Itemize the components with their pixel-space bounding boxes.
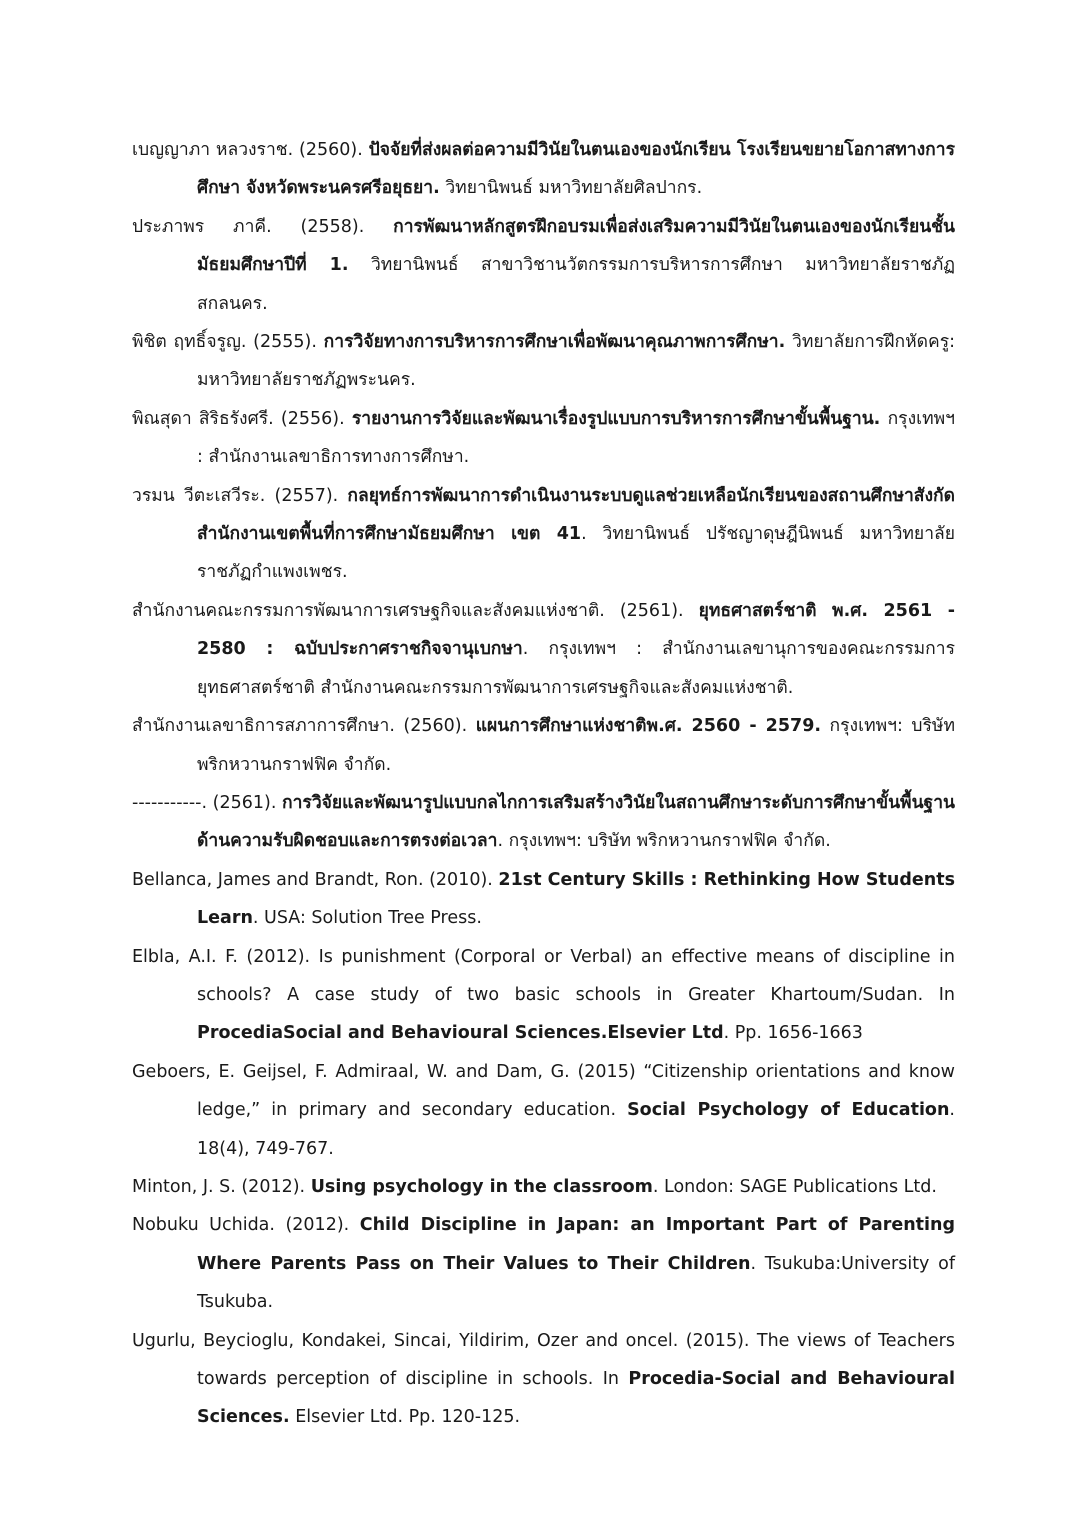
- reference-author: Minton, J. S. (2012).: [132, 1176, 311, 1197]
- reference-publication: . Pp. 1656-1663: [723, 1023, 863, 1044]
- reference-title: รายงานการวิจัยและพัฒนาเรื่องรูปแบบการบริหารการศึกษาขั้นพื้นฐาน.: [351, 408, 881, 429]
- reference-publication: . Tsukuba:University of Tsukuba.: [197, 1253, 955, 1313]
- reference-title: 21st Century Skills : Rethinking How Students Learn: [197, 869, 955, 929]
- reference-publication: วิทยานิพนธ์ สาขาวิชานวัตกรรมการบริหารการศึกษา มหาวิทยาลัยราชภัฏสกลนคร.: [197, 255, 956, 314]
- reference-publication: Elsevier Ltd. Pp. 120-125.: [289, 1407, 521, 1428]
- reference-entry: [132, 784, 955, 861]
- reference-publication: . กรุงเทพฯ : สำนักงานเลขานุการของคณะกรรมการยุทธศาสตร์ชาติ สำนักงานคณะกรรมการพัฒนาการเศรษฐกิจและสังคมแห่งชาติ.: [197, 639, 955, 698]
- reference-list: [132, 131, 955, 1437]
- reference-author: พิชิต ฤทธิ์จรูญ. (2555).: [132, 332, 324, 353]
- reference-publication: . กรุงเทพฯ: บริษัท พริกหวานกราฟฟิค จำกัด.: [497, 831, 831, 852]
- reference-publication: กรุงเทพฯ : สำนักงานเลขาธิการทางการศึกษา.: [197, 408, 955, 468]
- reference-author: Nobuku Uchida. (2012).: [132, 1215, 360, 1236]
- reference-title: การวิจัยและพัฒนารูปแบบกลไกการเสริมสร้างวินัยในสถานศึกษาระดับการศึกษาขั้นพื้นฐาน ด้านความรับผิดชอบและการตรงต่อเวลา: [197, 792, 955, 852]
- reference-entry: [132, 592, 955, 707]
- reference-author: สำนักงานเลขาธิการสภาการศึกษา. (2560).: [132, 716, 476, 737]
- reference-author: ประภาพร ภาคี. (2558).: [132, 216, 394, 237]
- reference-title: การวิจัยทางการบริหารการศึกษาเพื่อพัฒนาคุณภาพการศึกษา.: [323, 332, 786, 353]
- reference-entry: [132, 1206, 955, 1321]
- reference-publication: . วิทยานิพนธ์ ปรัชญาดุษฎีนิพนธ์ มหาวิทยาลัยราชภัฏกำแพงเพชร.: [197, 524, 955, 583]
- reference-entry: [132, 323, 955, 400]
- reference-entry: [132, 131, 955, 208]
- reference-publication: . 18(4), 749-767.: [197, 1100, 955, 1159]
- reference-entry: [132, 208, 955, 323]
- reference-entry: [132, 938, 955, 1053]
- reference-author: -----------. (2561).: [132, 792, 282, 813]
- reference-entry: [132, 477, 955, 592]
- reference-author: Bellanca, James and Brandt, Ron. (2010).: [132, 869, 499, 890]
- reference-title: Social Psychology of Education: [627, 1100, 950, 1121]
- reference-publication: กรุงเทพฯ: บริษัท พริกหวานกราฟฟิค จำกัด.: [197, 716, 955, 775]
- reference-title: กลยุทธ์การพัฒนาการดำเนินงานระบบดูแลช่วยเหลือนักเรียนของสถานศึกษาสังกัดสำนักงานเขตพื้นที่การศึกษามัธยมศึกษา เขต 41: [197, 485, 955, 545]
- reference-author: พิณสุดา สิริธรังศรี. (2556).: [132, 408, 352, 429]
- reference-publication: วิทยานิพนธ์ มหาวิทยาลัยศิลปากร.: [439, 178, 703, 199]
- reference-entry: [132, 707, 955, 784]
- reference-publication: . London: SAGE Publications Ltd.: [652, 1176, 937, 1197]
- reference-entry: [132, 1168, 955, 1206]
- reference-author: Geboers, E. Geijsel, F. Admiraal, W. and Dam, G. (2015) “Citizenship orientations and know ledge,” in primary and secondary education.: [132, 1061, 955, 1121]
- reference-author: เบญญาภา หลวงราช. (2560).: [132, 140, 369, 160]
- reference-title: Procedia-Social and Behavioural Sciences.: [197, 1369, 956, 1428]
- reference-title: แผนการศึกษาแห่งชาติพ.ศ. 2560 - 2579.: [475, 716, 822, 737]
- reference-entry: [132, 1322, 955, 1437]
- reference-title: Child Discipline in Japan: an Important Part of Parenting Where Parents Pass on Their Values to Their Children: [197, 1215, 956, 1274]
- reference-title: ยุทธศาสตร์ชาติ พ.ศ. 2561 - 2580 : ฉบับประกาศราชกิจจานุเบกษา: [197, 600, 955, 660]
- reference-entry: [132, 1053, 955, 1168]
- reference-entry: [132, 861, 955, 938]
- reference-author: Elbla, A.I. F. (2012). Is punishment (Corporal or Verbal) an effective means of discipline in schools? A case study of two basic schools in Greater Khartoum/Sudan. In: [132, 946, 955, 1005]
- reference-author: วรมน วีตะเสวีระ. (2557).: [132, 485, 348, 506]
- reference-author: Ugurlu, Beycioglu, Kondakei, Sincai, Yildirim, Ozer and oncel. (2015). The views of Teachers towards perception of discipline in schools. In: [132, 1330, 955, 1389]
- reference-publication: วิทยาลัยการฝึกหัดครู: มหาวิทยาลัยราชภัฏพระนคร.: [197, 332, 955, 391]
- reference-title: ProcediaSocial and Behavioural Sciences.Elsevier Ltd: [197, 1023, 724, 1044]
- reference-title: ปัจจัยที่ส่งผลต่อความมีวินัยในตนเองของนักเรียน โรงเรียนขยายโอกาสทางการศึกษา จังหวัดพระนครศรีอยุธยา.: [197, 140, 955, 199]
- reference-publication: . USA: Solution Tree Press.: [252, 908, 482, 929]
- reference-title: Using psychology in the classroom: [310, 1176, 653, 1197]
- reference-author: สำนักงานคณะกรรมการพัฒนาการเศรษฐกิจและสังคมแห่งชาติ. (2561).: [132, 600, 699, 621]
- reference-title: การพัฒนาหลักสูตรฝึกอบรมเพื่อส่งเสริมความมีวินัยในตนเองของนักเรียนชั้นมัธยมศึกษาปีที่ 1.: [197, 216, 955, 276]
- reference-entry: [132, 400, 955, 477]
